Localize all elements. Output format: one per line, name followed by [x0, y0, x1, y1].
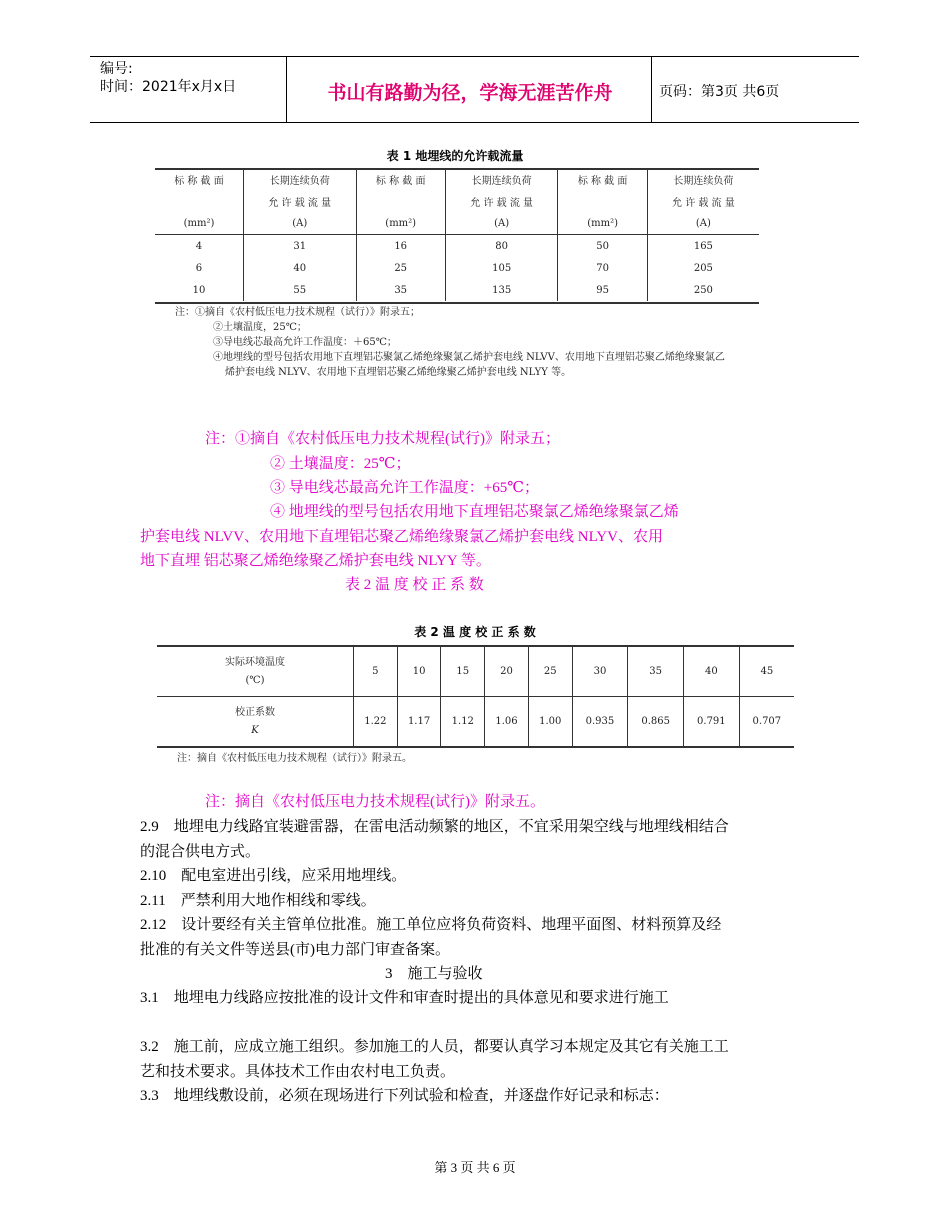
table1-cell: 205	[647, 257, 759, 279]
clause-3-3: 3.3 地埋线敷设前，必须在现场进行下列试验和检查，并逐盘作好记录和标志：	[140, 1088, 669, 1104]
header-motto: 书山有路勤为径，学海无涯苦作舟	[327, 82, 613, 104]
table2-coef-cell: 1.22	[354, 697, 398, 748]
clause-2-9: 2.9 地埋电力线路宜装避雷器，在雷电活动频繁的地区，不宜采用架空线与地埋线相结合的混合供电方式。	[140, 819, 729, 860]
table1-cell: 55	[243, 279, 356, 301]
table2-temp-cell: 35	[628, 646, 684, 697]
table2-coef-cell: 0.935	[572, 697, 628, 748]
table1-header-cell	[558, 190, 647, 212]
table1-header-cell: (mm²)	[558, 212, 647, 235]
table1-cell: 80	[445, 235, 558, 258]
pink-note: ③ 导电线芯最高允许工作温度：+65℃；	[270, 480, 539, 496]
table2-coef-cell: 1.17	[397, 697, 441, 748]
table1-header-cell: (mm²)	[155, 212, 243, 235]
table1-cell: 16	[356, 235, 445, 258]
header-page-label: 页码：第3页 共6页	[659, 84, 780, 100]
header-bottom-rule	[90, 122, 859, 123]
table1-note-line: 注：①摘自《农村低压电力技术规程（试行）》附录五；	[175, 307, 420, 318]
row-label-line: (℃)	[245, 674, 265, 686]
table1-cell: 35	[356, 279, 445, 301]
table2-row-label	[157, 646, 354, 697]
table1-header-cell: (A)	[243, 212, 356, 235]
pink-note: ④ 地埋线的型号包括农用地下直埋铝芯聚氯乙烯绝缘聚氯乙烯	[270, 504, 679, 520]
table1	[155, 168, 759, 301]
table1-cell: 10	[192, 284, 206, 296]
table1-note-line: 烯护套电线 NLYV、农用地下直埋铝芯聚乙烯绝缘聚乙烯护套电线 NLYY 等。	[225, 367, 572, 378]
table2-coef-cell: 0.707	[739, 697, 794, 748]
section-heading: 3 施工与验收	[385, 966, 483, 982]
table2	[157, 645, 794, 748]
header-divider	[286, 56, 287, 122]
table1-cell: 70	[558, 257, 647, 279]
table1-cell: 50	[558, 235, 647, 258]
header-meta	[100, 60, 236, 96]
header-top-rule	[90, 56, 859, 57]
pink-note: 护套电线 NLVV、农用地下直埋铝芯聚乙烯绝缘聚氯乙烯护套电线 NLYV、农用	[140, 529, 663, 545]
pink-note: 注：摘自《农村低压电力技术规程(试行)》附录五。	[205, 794, 545, 810]
table1-cell: 165	[647, 235, 759, 258]
table1-cell: 135	[445, 279, 558, 301]
table1-header-cell: 标 称 截 面	[558, 168, 647, 190]
table1-cell: 40	[243, 257, 356, 279]
table1-header-cell: 标 称 截 面	[174, 175, 224, 187]
row-label-line: 实际环境温度	[225, 656, 285, 668]
table1-note-line: ④地埋线的型号包括农用地下直埋铝芯聚氯乙烯绝缘聚氯乙烯护套电线 NLVV、农用地下直埋铝芯聚乙烯绝缘聚氯乙	[213, 352, 725, 363]
table1-note-line: ②土壤温度，25℃；	[213, 322, 307, 333]
table2-temp-cell: 25	[528, 646, 572, 697]
table1-header-cell: 允 许 载 流 量	[647, 190, 759, 212]
clause-3-1: 3.1 地埋电力线路应按批准的设计文件和审查时提出的具体意见和要求进行施工	[140, 990, 669, 1006]
table1-title: 表 1 地埋线的允许载流量	[386, 149, 524, 163]
clause-2-10: 2.10 配电室进出引线，应采用地埋线。	[140, 868, 407, 884]
table2-title: 表 2 温 度 校 正 系 数	[414, 625, 536, 639]
table2-temp-cell: 20	[485, 646, 529, 697]
table2-row-label	[157, 697, 354, 748]
table1-header-cell: (mm²)	[356, 212, 445, 235]
table2-coef-cell: 0.865	[628, 697, 684, 748]
document-time-label: 时间：2021年x月x日	[100, 79, 237, 95]
pink-note: ② 土壤温度：25℃；	[270, 456, 411, 472]
pink-note: 注：①摘自《农村低压电力技术规程(试行)》附录五；	[205, 431, 560, 447]
table1-header-cell: 长期连续负荷	[647, 168, 759, 190]
table1-header-cell: (A)	[647, 212, 759, 235]
table1-header-cell	[155, 190, 243, 212]
pink-table-caption: 表 2 温 度 校 正 系 数	[345, 577, 484, 593]
table1-header-cell: 长期连续负荷	[445, 168, 558, 190]
clause-2-11: 2.11 严禁利用大地作相线和零线。	[140, 893, 376, 909]
table2-note: 注：摘自《农村低压电力技术规程（试行）》附录五。	[177, 753, 412, 764]
table2-temp-cell: 40	[684, 646, 740, 697]
table1-header-cell	[356, 190, 445, 212]
table2-temp-cell: 5	[354, 646, 398, 697]
table1-header-cell: 标 称 截 面	[356, 168, 445, 190]
table1-cell: 6	[195, 262, 203, 274]
row-label-line: 校正系数	[235, 706, 275, 718]
table2-coef-cell: 1.00	[528, 697, 572, 748]
table1-header-cell: 允 许 载 流 量	[445, 190, 558, 212]
clause-3-2: 3.2 施工前，应成立施工组织。参加施工的人员，都要认真学习本规定及其它有关施工工艺和技术要求。具体技术工作由农村电工负责。	[140, 1039, 729, 1080]
table1-header-cell: (A)	[445, 212, 558, 235]
table1-header-cell: 允 许 载 流 量	[243, 190, 356, 212]
table1-header-cell: 长期连续负荷	[243, 168, 356, 190]
table2-temp-cell: 45	[739, 646, 794, 697]
table2-temp-cell: 15	[441, 646, 485, 697]
table1-cell: 31	[243, 235, 356, 258]
table2-temp-cell: 10	[397, 646, 441, 697]
row-label-line: K	[251, 724, 259, 736]
table1-cell: 25	[356, 257, 445, 279]
table2-temp-cell: 30	[572, 646, 628, 697]
clause-2-12: 2.12 设计要经有关主管单位批准。施工单位应将负荷资料、地理平面图、材料预算及经批准的有关文件等送县(市)电力部门审查备案。	[140, 917, 722, 958]
table1-note-line: ③导电线芯最高允许工作温度：＋65℃；	[213, 337, 397, 348]
table2-coef-cell: 1.06	[485, 697, 529, 748]
table2-coef-cell: 0.791	[684, 697, 740, 748]
pink-note: 地下直埋 铝芯聚乙烯绝缘聚乙烯护套电线 NLYY 等。	[140, 553, 491, 569]
document-number-label: 编号:	[100, 61, 133, 77]
table1-cell: 4	[195, 240, 203, 252]
table1-cell: 105	[445, 257, 558, 279]
table1-notes	[175, 305, 785, 380]
table2-coef-cell: 1.12	[441, 697, 485, 748]
header-divider	[651, 56, 652, 122]
table1-cell: 250	[647, 279, 759, 301]
page-footer: 第 3 页 共 6 页	[434, 1160, 516, 1175]
table1-cell: 95	[558, 279, 647, 301]
